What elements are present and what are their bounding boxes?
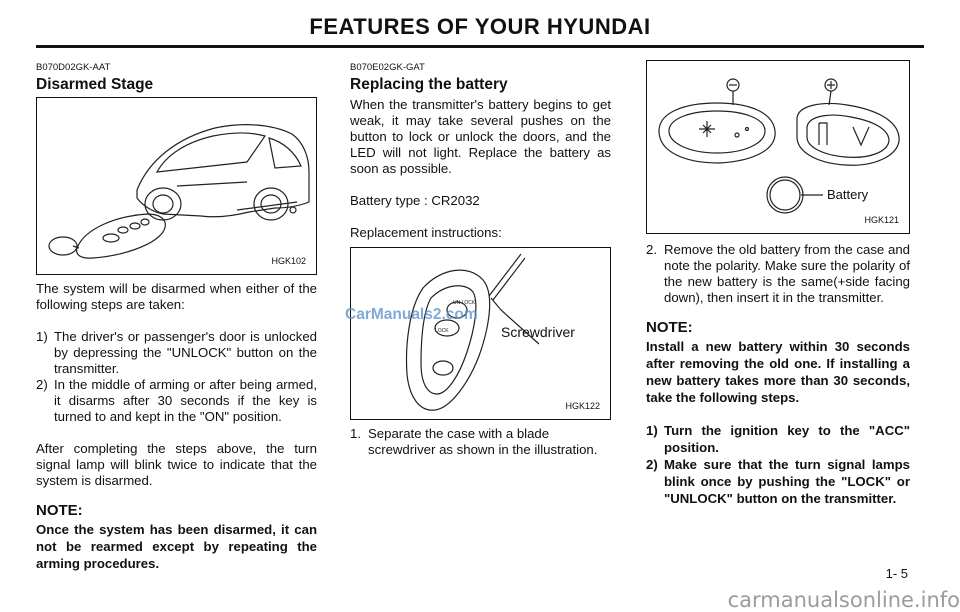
- section-code: B070D02GK-AAT: [36, 62, 111, 73]
- list-item: 2. Remove the old battery from the case and note the polarity. Make sure the polarity of the new battery is the same(+side facing down), then insert it in the transmitter.: [646, 242, 910, 305]
- replacement-heading: Replacement instructions:: [350, 225, 502, 240]
- screwdriver-figure: [350, 247, 611, 420]
- list-item: 1. Separate the case with a blade screwdriver as shown in the illustration.: [350, 426, 598, 457]
- car-transmitter-figure: [36, 97, 317, 275]
- car-illustration: [37, 98, 315, 273]
- column-disarmed-stage: [36, 62, 317, 572]
- list-item: 1) The driver's or passenger's door is unlocked by depressing the "UNLOCK" button on the transmitter.: [36, 329, 317, 376]
- battery-case-illustration: [647, 61, 908, 232]
- intro-text: When the transmitter's battery begins to get weak, it may take several pushes on the button to lock or unlock the doors, and the LED will not light. Replace the battery as soon as possible.: [350, 97, 611, 176]
- section-title: Replacing the battery: [350, 76, 508, 93]
- figure-label: HGK122: [565, 401, 600, 411]
- page-number: 1- 5: [885, 566, 908, 581]
- list-item: 2) In the middle of arming or after being armed, it disarms after 30 seconds if the key is turned to and kept in the "ON" position.: [36, 377, 317, 424]
- note-title: NOTE:: [36, 502, 83, 519]
- page-header-title: FEATURES OF YOUR HYUNDAI: [309, 14, 651, 39]
- header-rule: [36, 45, 924, 48]
- note-title: NOTE:: [646, 319, 693, 336]
- note-body: Once the system has been disarmed, it can not be rearmed except by repeating the arming procedures.: [36, 522, 317, 571]
- column-replacing-battery: [350, 62, 611, 458]
- intro-text: The system will be disarmed when either of the following steps are taken:: [36, 281, 317, 312]
- screwdriver-callout: Screwdriver: [501, 324, 575, 340]
- battery-figure: [646, 60, 910, 234]
- site-watermark: carmanualsonline.info: [727, 588, 960, 612]
- list-item: 1) Turn the ignition key to the "ACC" position.: [646, 423, 910, 455]
- figure-label: HGK102: [271, 256, 306, 266]
- fob-lock-label: LOCK: [435, 328, 449, 334]
- note-body: Install a new battery within 30 seconds after removing the old one. If installing a new battery takes more than 30 seconds, take the following steps.: [646, 339, 910, 405]
- battery-callout: Battery: [827, 187, 869, 202]
- section-title: Disarmed Stage: [36, 76, 154, 93]
- after-text: After completing the steps above, the turn signal lamp will blink twice to indicate that the system is disarmed.: [36, 441, 317, 488]
- figure-label: HGK121: [864, 215, 899, 225]
- column-battery-steps: [646, 62, 910, 507]
- battery-type: Battery type : CR2032: [350, 193, 480, 208]
- watermark: CarManuals2.com: [345, 306, 478, 323]
- list-item: 2) Make sure that the turn signal lamps blink once by pushing the "LOCK" or "UNLOCK" button on the transmitter.: [646, 457, 910, 506]
- section-code: B070E02GK-GAT: [350, 62, 425, 73]
- fob-unlock-label: UN LOCK: [453, 300, 476, 306]
